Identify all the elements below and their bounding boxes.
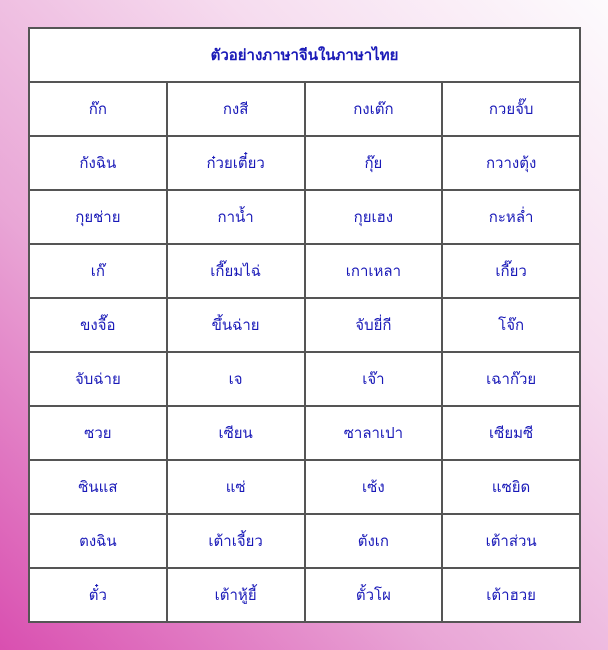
table-row — [29, 190, 580, 244]
word-cell: กังฉิน — [29, 136, 167, 190]
word-cell: ตงฉิน — [29, 514, 167, 568]
word-cell: จับยี่กี — [305, 298, 443, 352]
word-cell: ซาลาเปา — [305, 406, 443, 460]
word-cell: เต้าฮวย — [442, 568, 580, 622]
word-cell: เจ๊า — [305, 352, 443, 406]
word-cell: เก๊ — [29, 244, 167, 298]
table-row — [29, 568, 580, 622]
chinese-words-table — [28, 27, 581, 623]
word-cell: ขงจื๊อ — [29, 298, 167, 352]
word-cell: กาน้ำ — [167, 190, 305, 244]
word-cell: ก๊ก — [29, 82, 167, 136]
word-cell: แซยิด — [442, 460, 580, 514]
word-cell: ตังเก — [305, 514, 443, 568]
word-cell: กะหล่ำ — [442, 190, 580, 244]
word-cell: กุยเฮง — [305, 190, 443, 244]
word-cell: กงสี — [167, 82, 305, 136]
word-cell: กุ๊ย — [305, 136, 443, 190]
word-cell: ตั้วโผ — [305, 568, 443, 622]
word-cell: ซินแส — [29, 460, 167, 514]
table-row — [29, 244, 580, 298]
table-row — [29, 136, 580, 190]
table-header-row — [29, 28, 580, 82]
word-cell: เซียน — [167, 406, 305, 460]
word-cell: ตั๋ว — [29, 568, 167, 622]
table-title: ตัวอย่างภาษาจีนในภาษาไทย — [29, 28, 580, 82]
word-cell: ขึ้นฉ่าย — [167, 298, 305, 352]
word-cell: เต้าส่วน — [442, 514, 580, 568]
table-row — [29, 460, 580, 514]
table-row — [29, 82, 580, 136]
word-cell: กุยช่าย — [29, 190, 167, 244]
word-cell: ซวย — [29, 406, 167, 460]
word-table-container — [28, 27, 581, 623]
word-cell: เซ้ง — [305, 460, 443, 514]
word-cell: เกี๊ยว — [442, 244, 580, 298]
word-cell: เซียมซี — [442, 406, 580, 460]
table-row — [29, 352, 580, 406]
word-cell: จับฉ่าย — [29, 352, 167, 406]
word-cell: เต้าเจี้ยว — [167, 514, 305, 568]
word-cell: กวยจั๊บ — [442, 82, 580, 136]
word-cell: เกี๊ยมไฉ่ — [167, 244, 305, 298]
word-cell: โจ๊ก — [442, 298, 580, 352]
word-cell: กงเต๊ก — [305, 82, 443, 136]
word-cell: เฉาก๊วย — [442, 352, 580, 406]
word-cell: แซ่ — [167, 460, 305, 514]
word-cell: เกาเหลา — [305, 244, 443, 298]
word-cell: ก๋วยเตี๋ยว — [167, 136, 305, 190]
table-row — [29, 406, 580, 460]
table-row — [29, 514, 580, 568]
word-cell: กวางตุ้ง — [442, 136, 580, 190]
word-cell: เจ — [167, 352, 305, 406]
word-cell: เต้าหู้ยี้ — [167, 568, 305, 622]
table-row — [29, 298, 580, 352]
